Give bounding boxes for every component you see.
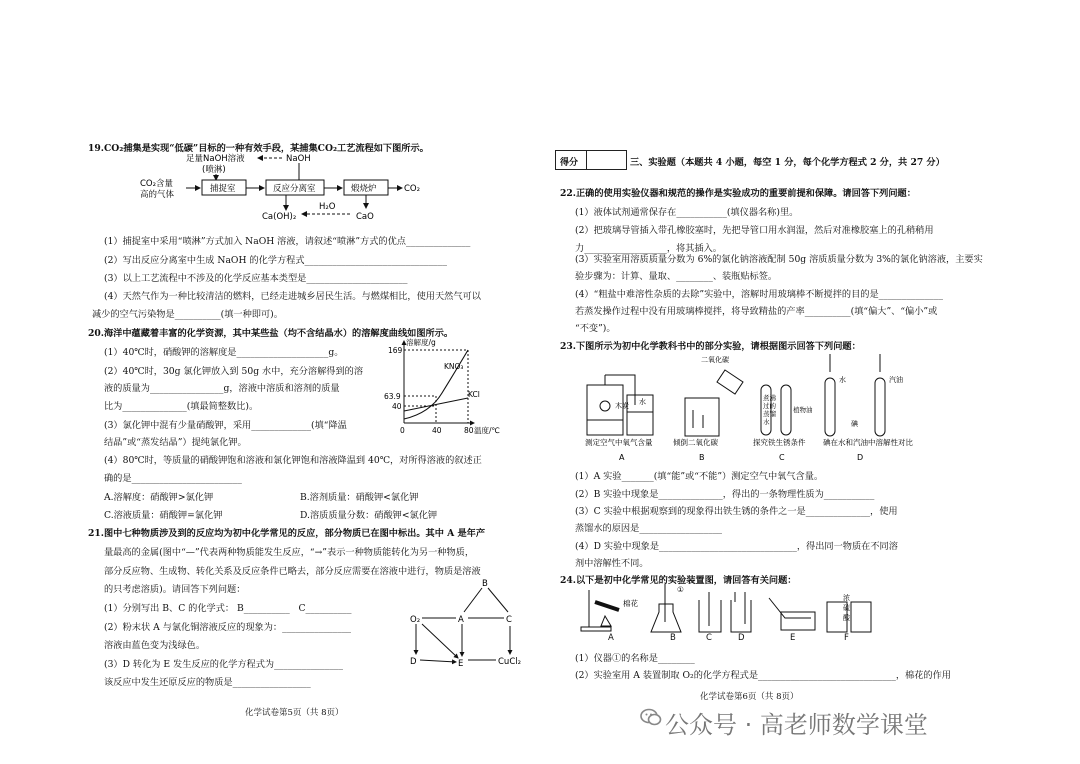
node-E: E xyxy=(458,659,464,669)
blank: _______ xyxy=(621,471,654,482)
blank: __________ xyxy=(804,306,851,317)
cap-D: 碘在水和汽油中溶解性对比 xyxy=(823,438,913,447)
q20-p1u: g。 xyxy=(328,347,344,358)
node-B: B xyxy=(482,579,488,589)
node-CuCl2: CuCl₂ xyxy=(498,657,522,667)
exp-B xyxy=(685,355,743,436)
q22-p4d: “不变”)。 xyxy=(575,323,616,334)
flow-box2: 反应分离室 xyxy=(273,184,316,194)
q19-p1: (1）捕捉室中采用“喷淋”方式加入 NaOH 溶液，请叙述“喷淋”方式的优点 xyxy=(104,236,406,247)
q23-p4b: ，得出同一物质在不同溶 xyxy=(796,541,898,552)
lab-A: A xyxy=(619,453,625,462)
watermark: 公众号 · 高老师数学课堂 xyxy=(665,711,928,739)
blank: ______________ xyxy=(878,289,943,300)
flow-top-label: 足量NaOH溶液 xyxy=(186,154,245,164)
left-footer: 化学试卷第5页（共 8页） xyxy=(245,708,344,718)
flow-box1: 捕捉室 xyxy=(210,184,236,194)
q22-p3c: 、装瓶贴标签。 xyxy=(712,271,778,282)
app-A xyxy=(581,590,638,631)
q20-p2c: g，溶液中溶质和溶剂的质量 xyxy=(223,383,340,394)
q20-optD: D.溶质质量分数：硝酸钾<氯化钾 xyxy=(300,510,438,521)
lbl-shui: 水 xyxy=(839,376,846,384)
lbl-iodine: 碘 xyxy=(851,420,858,428)
q24-p1: (1）仪器①的名称是 xyxy=(575,653,658,664)
lbl-conc2: 硫 xyxy=(843,604,850,612)
lbl-muchan: 木炭 xyxy=(615,402,629,410)
graph-y2: 63.9 xyxy=(384,392,401,401)
flow-input: CO₂含量 xyxy=(140,179,174,189)
q20-optC: C.溶液质量：硝酸钾=氯化钾 xyxy=(104,510,223,521)
blank: __________ xyxy=(243,603,299,614)
flow-caoh2: Ca(OH)₂ xyxy=(262,212,297,222)
app-label-C: C xyxy=(706,633,712,643)
q22-p3b: 验步骤为：计算、量取、 xyxy=(575,271,677,282)
q23-p2b: ，得出的一条物理性质为 xyxy=(722,489,824,500)
node-C: C xyxy=(506,615,512,625)
app-D xyxy=(731,592,751,632)
lbl-oil: 植物油 xyxy=(793,406,813,414)
q22-p2a: (2）把玻璃导管插入带孔橡胶塞时，先把导管口用水润湿，然后对准橡胶塞上的孔稍稍用 xyxy=(575,225,934,236)
lbl-water: 水 xyxy=(639,398,646,406)
q19-p3: (3）以上工艺流程中不涉及的化学反应基本类型是 xyxy=(104,273,307,284)
lbl-zhengliu2: 水 xyxy=(763,418,770,426)
app-label-D: D xyxy=(738,633,745,643)
graph-kcl: KCl xyxy=(468,390,480,399)
q22-p2b: 力 xyxy=(575,243,585,254)
q21-l3: 部分反应物、生成物、转化关系及反应条件已略去，部分反应需要在溶液中进行，物质是溶液 xyxy=(104,566,481,577)
q21-p3b: 该反应中发生还原反应的物质是 xyxy=(104,677,233,688)
q20-optA: A.溶解度：硝酸钾>氯化钾 xyxy=(104,492,214,503)
wechat-icon xyxy=(640,706,662,728)
blank: ________ xyxy=(676,271,713,282)
app-label-A: A xyxy=(608,633,614,643)
q23-experiments xyxy=(575,350,955,462)
q20-stem: 20.海洋中蕴藏着丰富的化学资源，其中某些盐（均不含结晶水）的溶解度曲线如图所示。 xyxy=(88,328,454,339)
q20-p3a: (3）氯化钾中混有少量硝酸钾，采用 xyxy=(104,420,252,431)
q20-p2b: 液的质量为 xyxy=(104,383,150,394)
blank: ______________ xyxy=(122,401,187,412)
q22-p1b: (填仪器名称)里。 xyxy=(726,207,799,218)
blank: ________________ xyxy=(149,383,224,394)
section-title: 三、实验题（本题共 4 小题，每空 1 分，每个化学方程式 2 分，共 27 分） xyxy=(630,157,945,168)
cap-C: 探究铁生锈条件 xyxy=(753,438,806,447)
blank: _________________ xyxy=(232,677,311,688)
graph-kno3: KNO₃ xyxy=(444,362,464,371)
flow-output: CO₂ xyxy=(404,184,421,194)
q20-p3c: 结晶”或“蒸发结晶”）提纯氯化钾。 xyxy=(104,437,247,448)
solubility-graph xyxy=(370,337,500,437)
q19-p4a: (4）天然气作为一种比较清洁的燃料，已经走进城乡居民生活。与燃煤相比，使用天然气可以 xyxy=(104,291,481,302)
q22-p4a: (4）“粗盐中难溶性杂质的去除”实验中，溶解时用玻璃棒不断搅拌的目的是 xyxy=(575,289,879,300)
score-label: 得分 xyxy=(560,158,579,168)
blank: ________________________ xyxy=(131,473,242,484)
q19-stem: 19.CO₂捕集是实现“低碳”目标的一种有效手段，某捕集CO₂工艺流程如下图所示。 xyxy=(88,143,429,154)
lab-D: D xyxy=(857,453,864,462)
lbl-circle1: ① xyxy=(677,585,684,594)
graph-y3: 40 xyxy=(392,402,402,411)
q20-p2d: 比为 xyxy=(104,401,123,412)
q23-p4a: (4）D 实验中现象是 xyxy=(575,541,660,552)
flow-h2o: H₂O xyxy=(319,202,336,212)
q20-p2a: (2）40℃时，30g 氯化钾放入到 50g 水中，充分溶解得到的溶 xyxy=(104,366,364,377)
app-label-B: B xyxy=(670,633,676,643)
q21-l2: 量最高的金属(图中“—”代表两种物质能发生反应，“→”表示一种物质能转化为另一种物质， xyxy=(104,547,475,558)
blank: _______________________________ xyxy=(304,255,447,266)
q21-l1: 21.图中七种物质涉及到的反应均为初中化学常见的反应，部分物质已在图中标出。其中 A 是年产 xyxy=(88,528,486,539)
q22-p4c: (填“偏大”、“偏小”或 xyxy=(850,306,938,317)
right-footer: 化学试卷第6页（共 8页） xyxy=(700,692,799,702)
q24-p2a: (2）实验室用 A 装置制取 O₂的化学方程式是 xyxy=(575,670,759,681)
q20-p1: (1）40℃时，硝酸钾的溶解度是 xyxy=(104,347,237,358)
q20-p4b: 确的是 xyxy=(104,473,132,484)
lbl-conc3: 酸 xyxy=(843,614,850,622)
blank: ______________ xyxy=(658,489,723,500)
exp-D xyxy=(825,354,903,436)
q23-stem: 23.下图所示为初中化学教科书中的部分实验，请根据图示回答下列问题： xyxy=(560,341,861,352)
blank: __________ xyxy=(305,603,352,614)
blank: ____________________ xyxy=(236,347,329,358)
lab-B: B xyxy=(699,453,705,462)
q23-p3c: 蒸馏水的原因是 xyxy=(575,523,640,534)
blank: __________ xyxy=(174,309,221,320)
q22-p3a: (3）实验室用溶质质量分数为 6%的氯化钠溶液配制 50g 溶质质量分数为 3%的氯化钠溶液，主要实 xyxy=(575,254,983,265)
q20-optB: B.溶剂质量：硝酸钾<氯化钾 xyxy=(300,492,419,503)
q20-p3b: (填“降温 xyxy=(310,420,347,431)
graph-x0: 0 xyxy=(400,426,405,435)
graph-x1: 40 xyxy=(432,426,442,435)
q21-p2a: (2）粉末状 A 与氯化铜溶液反应的现象为： xyxy=(104,622,283,633)
q22-stem: 22.正确的使用实验仪器和规范的操作是实验成功的重要前提和保障。请回答下列问题： xyxy=(560,188,916,199)
score-box xyxy=(555,150,627,170)
lbl-zhufei: 煮沸 xyxy=(763,394,776,402)
q22-p2c: ，将其插入。 xyxy=(666,243,722,254)
blank: ______________ xyxy=(406,236,471,247)
q23-p1a: (1）A 实验 xyxy=(575,471,622,482)
flow-cao: CaO xyxy=(356,212,374,222)
graph-x2: 80 xyxy=(464,426,474,435)
app-B xyxy=(651,584,684,632)
blank: ______________ xyxy=(805,506,871,517)
q19-p2: (2）写出反应分离室中生成 NaOH 的化学方程式 xyxy=(104,255,305,266)
q22-p1: (1）液体试剂通常保存在 xyxy=(575,207,677,218)
q21-p1: (1）分别写出 B、C 的化学式： B xyxy=(104,603,244,614)
flow-naoh: NaOH xyxy=(286,154,311,164)
exp-A xyxy=(587,375,653,435)
q23-p2a: (2）B 实验中现象是 xyxy=(575,489,659,500)
q20-p2e: (填最简整数比)。 xyxy=(186,401,259,412)
cap-B: 倾倒二氧化碳 xyxy=(673,438,718,447)
q23-p3a: (3）C 实验中根据观察到的现象得出铁生锈的条件之一是 xyxy=(575,506,806,517)
blank: __________________ xyxy=(639,523,722,534)
node-O2: O₂ xyxy=(410,615,421,625)
graph-y1: 169 xyxy=(388,346,403,355)
app-C xyxy=(699,592,721,632)
q20-p4a: (4）80℃时，等质量的硝酸钾饱和溶液和氯化钾饱和溶液降温到 40℃，对所得溶液的叙述正 xyxy=(104,455,482,466)
app-F xyxy=(827,593,871,632)
q21-p3a: (3）D 转化为 E 发生反应的化学方程式为 xyxy=(104,659,275,670)
app-label-E: E xyxy=(790,633,796,643)
q21-l4: 的只考虑溶质)。请回答下列问题： xyxy=(104,584,246,595)
q19-flow-diagram xyxy=(136,152,436,224)
blank: ________ xyxy=(657,653,695,664)
lbl-co2: 二氧化碳 xyxy=(701,356,729,364)
blank: ______________________ xyxy=(306,273,408,284)
q24-p2b: ，棉花的作用 xyxy=(895,670,951,681)
q21-p2b: 溶液由蓝色变为浅绿色。 xyxy=(104,640,206,651)
blank: ______________________________ xyxy=(758,670,896,681)
q23-p1b: (填“能”或“不能”）测定空气中氧气含量。 xyxy=(653,471,824,482)
q19-p4b: 减少的空气污染物是 xyxy=(92,309,175,320)
q22-p4b: 若蒸发操作过程中没有用玻璃棒搅拌，将导致精盐的产率 xyxy=(575,306,805,317)
app-label-F: F xyxy=(844,633,849,643)
lbl-conc: 浓 xyxy=(843,594,850,602)
blank: _______________ xyxy=(282,622,351,633)
node-D: D xyxy=(410,657,417,667)
q24-stem: 24.以下是初中化学常见的实验装置图，请回答有关问题： xyxy=(560,575,797,586)
graph-xlabel: 温度/℃ xyxy=(474,426,500,435)
q23-p4c: 剂中溶解性不同。 xyxy=(575,558,649,569)
blank: ______________________________ xyxy=(659,541,797,552)
blank: _______________ xyxy=(274,659,343,670)
blank: __________________ xyxy=(584,243,667,254)
blank: ___________ xyxy=(676,207,727,218)
blank: _____________ xyxy=(251,420,311,431)
lbl-zhufei2: 过的 xyxy=(763,402,776,410)
q23-p3b: ，使用 xyxy=(870,506,898,517)
lbl-gasoline: 汽油 xyxy=(889,376,903,384)
q21-p1c: C xyxy=(298,603,306,614)
graph-ylabel: 溶解度/g xyxy=(406,338,436,347)
q21-relation-diagram xyxy=(408,574,528,674)
lab-C: C xyxy=(779,453,785,462)
node-A: A xyxy=(458,615,464,625)
lbl-zhengliu: 蒸馏 xyxy=(763,410,776,418)
exp-C xyxy=(761,385,813,435)
flow-top-label2: (喷淋) xyxy=(202,165,226,175)
flow-input2: 高的气体 xyxy=(140,190,175,200)
blank: ___________ xyxy=(823,489,875,500)
app-E xyxy=(769,598,815,630)
cap-A: 测定空气中氧气含量 xyxy=(585,438,653,447)
q19-p4c: (填一种即可)。 xyxy=(220,309,283,320)
lbl-cotton: 棉花 xyxy=(623,599,638,608)
flow-box3: 煅烧炉 xyxy=(351,184,377,194)
